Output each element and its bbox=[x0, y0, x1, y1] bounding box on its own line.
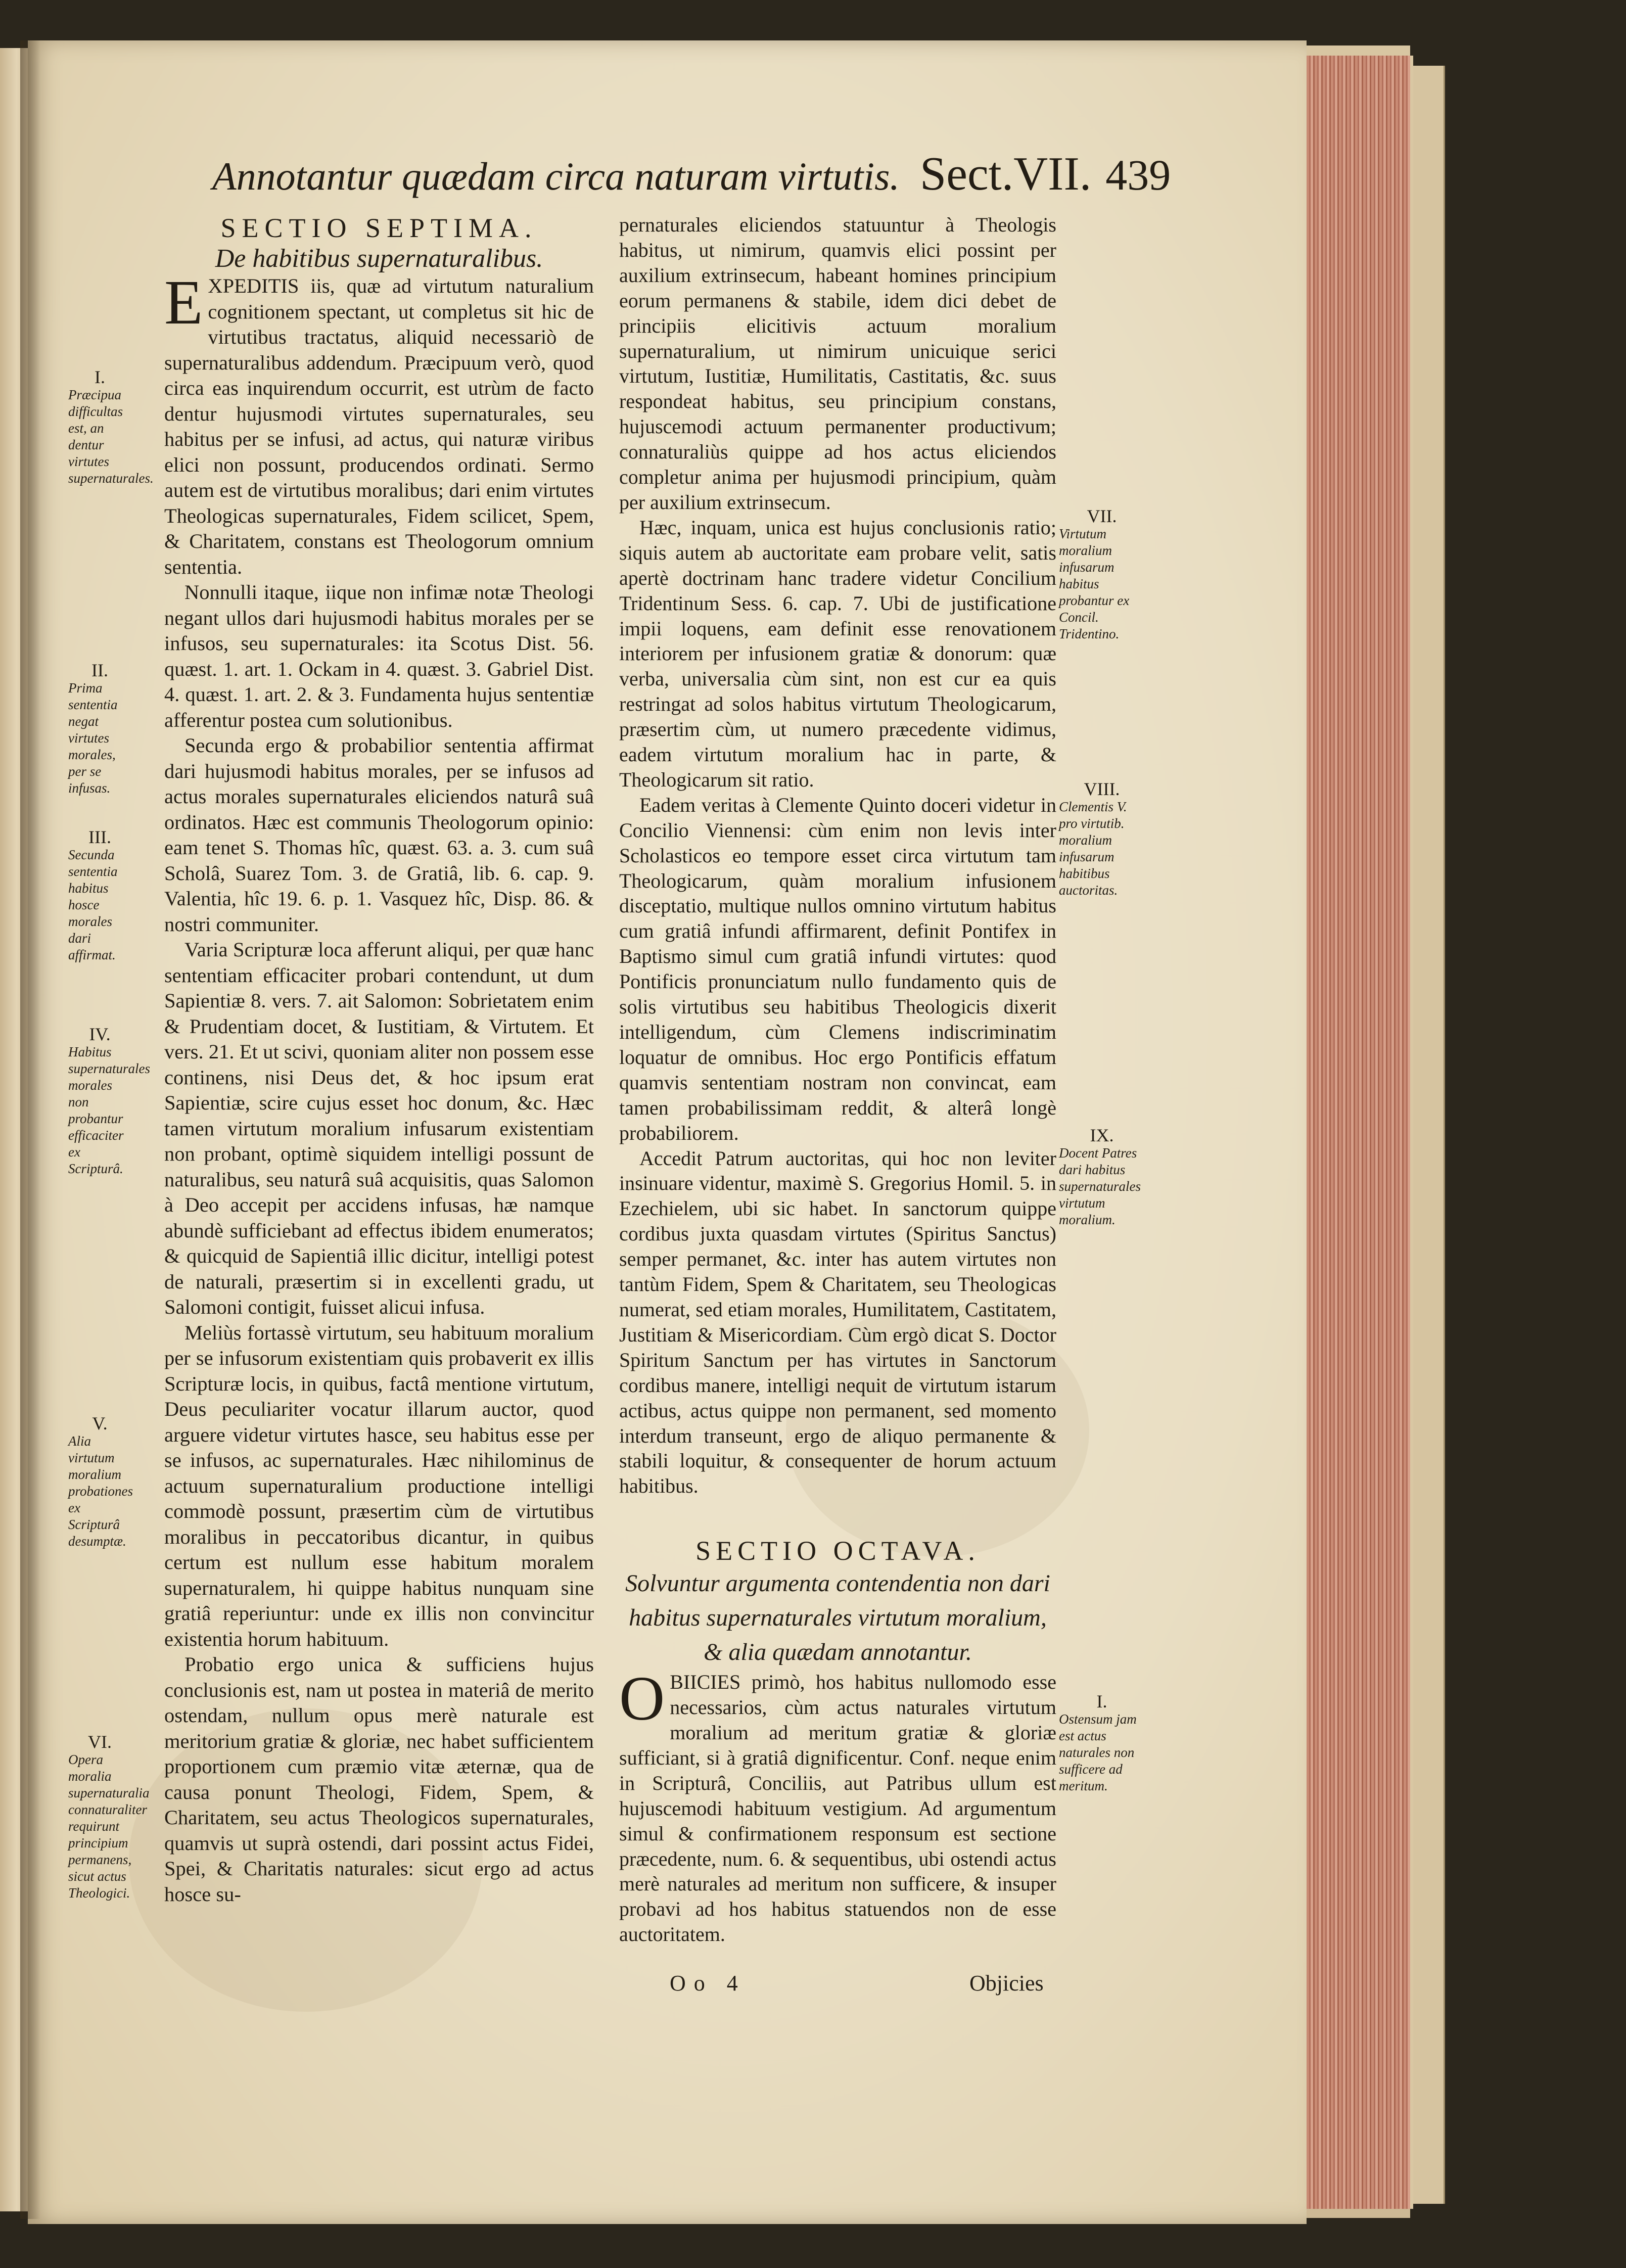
margin-note-right-7: VII. Virtutum moralium infusarum habitus probantur ex Concil. Tridentino. bbox=[1059, 506, 1130, 641]
margin-note-left-1: I. Præcipua difficultas est, an dentur virtutes supernaturales. bbox=[68, 367, 154, 486]
signature-mark: Oo 4 bbox=[670, 1971, 746, 1996]
paragraph-8: Eadem veritas à Clemente Quinto doceri videtur in Concilio Viennensi: cùm enim non levis inter Scholasticos eo tempore esset circa virtutum tam Theologicarum, quàm moralium infusionem disceptatio, multique nullos omnino virtutum habitus cum gratiâ infundi affirmarent, definit Pontifex in Baptismo simul cum gratiâ infundi virtutes: quod Pontificis pronunciatum nullo fundamento quis de solis virtutibus seu habitibus Theologicis dixerit intelligendum, cùm Clemens indiscriminatim loquatur de omnibus. Hoc ergo Pontificis effatum quamvis sententiam nostram non convincat, eam tamen probabilissimam reddit, & alterâ longè probabiliorem. bbox=[619, 793, 1056, 1144]
margin-note-left-2: II. Prima sententia negat virtutes morales, per se infusas. bbox=[68, 660, 118, 796]
paragraph-2: Nonnulli itaque, iique non infimæ notæ Theologi negant ullos dari hujusmodi habitus morales per se infusos, seu supernaturales: ita Scotus Dist. 56. quæst. 1. art. 1. Ockam in 4. quæst. 3. Gabriel Dist. 4. quæst. 1. art. 2. & 3. Fundamenta hujus sententiæ afferentur postea cum solutionibus. bbox=[164, 581, 594, 731]
section-seven-body bbox=[164, 268, 594, 1907]
margin-note-right-9: IX. Docent Patres dari habitus supernaturales virtutum moralium. bbox=[1059, 1125, 1141, 1227]
paragraph-1: XPEDITIS iis, quæ ad virtutum naturalium cognitionem spectant, ut completus sit hic de virtutibus tractatus, aliquid necessariò de supernaturalibus addendum. Præcipuum verò, quod circa eas inquirendum occurrit, est utrùm de facto dentur hujusmodi virtutes supernaturales, seu habitus per se infusi, ad actus, qui naturæ viribus elici non possunt, producendos ordinati. Sermo autem est de virtutibus moralibus; dari enim virtutes Theologicas supernaturales, Fidem scilicet, Spem, & Charitatem, constans est Theologorum omnium sententia. bbox=[164, 274, 594, 578]
binding-gutter bbox=[20, 40, 40, 2219]
section-seven-subheading: De habitibus supernaturalibus. bbox=[215, 244, 543, 273]
running-title: Annotantur quædam circa naturam virtutis. bbox=[212, 154, 900, 198]
running-header bbox=[212, 147, 1171, 201]
section-seven-heading: SECTIO SEPTIMA. bbox=[220, 213, 538, 243]
page-edges-red bbox=[1307, 56, 1413, 2209]
section-eight-subheading: Solvuntur argumenta contendentia non dari habitus supernaturales virtutum moralium, & alia quædam annotantur. bbox=[625, 1570, 1050, 1666]
catchword: Objicies bbox=[969, 1971, 1044, 1996]
margin-note-left-6: VI. Opera moralia supernaturalia connaturaliter requirunt principium permanens, sicut actus Theologici. bbox=[68, 1732, 150, 1901]
margin-note-left-3: III. Secunda sententia habitus hosce morales dari affirmat. bbox=[68, 827, 118, 962]
dropcap-e: E bbox=[164, 268, 203, 338]
book-cover-board bbox=[1413, 66, 1445, 2204]
section-eight-body bbox=[619, 1664, 1056, 1947]
paragraph-6-continued: pernaturales eliciendos statuuntur à Theologis habitus, ut nimirum, quamvis elici possint per auxilium extrinsecum, habeant homines principium eorum permanens & stabile, idem dici debet de principiis elicitivis actuum moralium supernaturalium, ut nimirum unicuique serici virtutum, Iustitiæ, Humilitatis, Castitatis, &c. suus respondeat habitus, seu principium constans, hujuscemodi actuum permanenter productivum; connaturaliùs quippe ad hos actus eliciendos completur anima per hujusmodi principium, quàm per auxilium extrinsecum. bbox=[619, 213, 1056, 514]
left-column bbox=[164, 212, 594, 1907]
paragraph-6: Probatio ergo unica & sufficiens hujus conclusionis est, nam ut postea in materiâ de merito ostendam, nullum opus merè naturale est meritorium gratiæ & gloriæ, nec habet sufficientem proportionem cum præmio vitæ æternæ, qua de causa ponunt Theologi, Fidem, Spem, & Charitatem, seu actus Theologicos supernaturales, quamvis ut suprà ostendi, dari possint actus Fidei, Spei, & Charitatis naturales: sicut ergo ad actus hosce su- bbox=[164, 1653, 594, 1906]
right-column bbox=[619, 212, 1056, 1947]
section-eight-paragraph: BIICIES primò, hos habitus nullomodo esse necessarios, cùm actus naturales virtutum moralium ad meritum gratiæ & gloriæ sufficiant, si à gratiâ dignificentur. Conf. neque enim in Scripturâ, Conciliis, aut Patribus ullum est hujuscemodi habituum vestigium. Ad argumentum simul & confirmationem responsum est sectione præcedente, num. 6. & sequentibus, ubi ostendi actus merè naturales ad meritum non sufficere, & insuper probavi ad hos habitus statuendos non de esse auctoritatem. bbox=[619, 1671, 1056, 1946]
paragraph-5: Meliùs fortassè virtutum, seu habituum moralium per se infusorum existentiam quis probaverit ex illis Scripturæ locis, in quibus, factâ mentione virtutum, Deus peculiariter vocatur illarum auctor, quod arguere videtur virtutes hasce, seu habitus esse per se infusos, ac supernaturales. Hæc nihilominus de actuum supernaturalium productione intelligi commodè possunt, præsertim cùm de virtutibus moralibus in peccatoribus dicantur, in quibus certum est nullum esse habitum moralem supernaturalem, hi quippe habitus nunquam sine gratiâ reperiuntur: unde ex illis non convincitur existentia horum habituum. bbox=[164, 1321, 594, 1650]
margin-note-left-5: V. Alia virtutum moralium probationes ex Scripturâ desumptæ. bbox=[68, 1413, 133, 1549]
section-eight-paragraph-wrap bbox=[619, 1664, 1056, 1947]
margin-note-right-1: I. Ostensum jam est actus naturales non sufficere ad meritum. bbox=[1059, 1691, 1137, 1793]
section-seven-continued bbox=[619, 212, 1056, 1499]
paragraph-9: Accedit Patrum auctoritas, qui hoc non leviter insinuare videntur, maximè S. Gregorius Homil. 5. in Ezechielem, ubi sic habet. In sanctorum quippe cordibus juxta quasdam virtutes (Spiritus Sanctus) semper permanet, &c. inter has autem virtutes non tantùm Fidem, Spem & Charitatem, seu Theologicas numerat, sed etiam morales, Humilitatem, Castitatem, Justitiam & Misericordiam. Cùm ergò dicat S. Doctor Spiritum Sanctum per has virtutes in Sanctorum cordibus manere, intelligi nequit de virtutum istarum actibus, actus quippe non permanent, sed momento interdum transeunt, ergo de aliquo permanente & stabili loquitur, & consequenter de horum actuum habitibus. bbox=[619, 1146, 1056, 1498]
margin-note-left-4: IV. Habitus supernaturales morales non probantur efficaciter ex Scripturâ. bbox=[68, 1024, 150, 1176]
paragraph-3: Secunda ergo & probabilior sententia affirmat dari hujusmodi habitus morales, per se infusos ad actus morales supernaturales eliciendos naturâ suâ ordinatos. Hæc est communis Theologorum opinio: eam tenet S. Thomas hîc, quæst. 63. a. 3. cum suâ Scholâ, Suarez Tom. 3. de Gratiâ, lib. 6. cap. 9. Valentia, hîc 19. 6. p. 1. Vasquez hîc, Disp. 86. & nostri communiter. bbox=[164, 734, 594, 936]
paragraph-7: Hæc, inquam, unica est hujus conclusionis ratio; siquis autem ab auctoritate eam probare velit, satis apertè doctrinam hanc tradere videtur Concilium Tridentinum Sess. 6. cap. 7. Ubi de justificatione impii loquens, eam definit esse renovationem interiorem per infusionem gratiæ & donorum: quæ verba, universalia cùm sint, non est cur ea quis restringat ad solos habitus virtutum Theologicarum, præsertim cùm, ut numero præcedente vidimus, eadem virtutum moralium hac in parte, & Theologicarum sit ratio. bbox=[619, 516, 1056, 791]
section-eight-heading: SECTIO OCTAVA. bbox=[695, 1536, 980, 1566]
dropcap-o: O bbox=[619, 1664, 665, 1734]
page-number: 439 bbox=[1105, 151, 1171, 199]
margin-note-right-8: VIII. Clementis V. pro virtutib. moralium infusarum habitibus auctoritas. bbox=[1059, 779, 1127, 898]
paragraph-1-wrap bbox=[164, 268, 594, 580]
paragraph-4: Varia Scripturæ loca afferunt aliqui, per quæ hanc sententiam efficaciter probari contendunt, ut dum Sapientiæ 8. vers. 7. ait Salomon: Sobrietatem enim & Prudentiam docet, & Iustitiam, & Virtutem. Et vers. 21. Et ut scivi, quoniam aliter non possem esse continens, nisi Deus det, & hoc ipsum erat Sapientiæ, scire cujus esset hoc donum, &c. Hæc tamen virtutum moralium infusarum existentiam non probant, optimè siquidem intelligi possunt de naturalibus, seu naturâ suâ acquisitis, quas Salomon à Deo accepit per accidens infusas, hæ namque abundè sufficiebant ad effectus ibidem enumeratos; & quicquid de Sapientiâ illic dicitur, intelligi potest de naturali, præsertim si in excellenti gradu, ut Salomoni contigit, fuisset alicui infusa. bbox=[164, 938, 594, 1318]
running-section: Sect.VII. bbox=[919, 148, 1092, 200]
